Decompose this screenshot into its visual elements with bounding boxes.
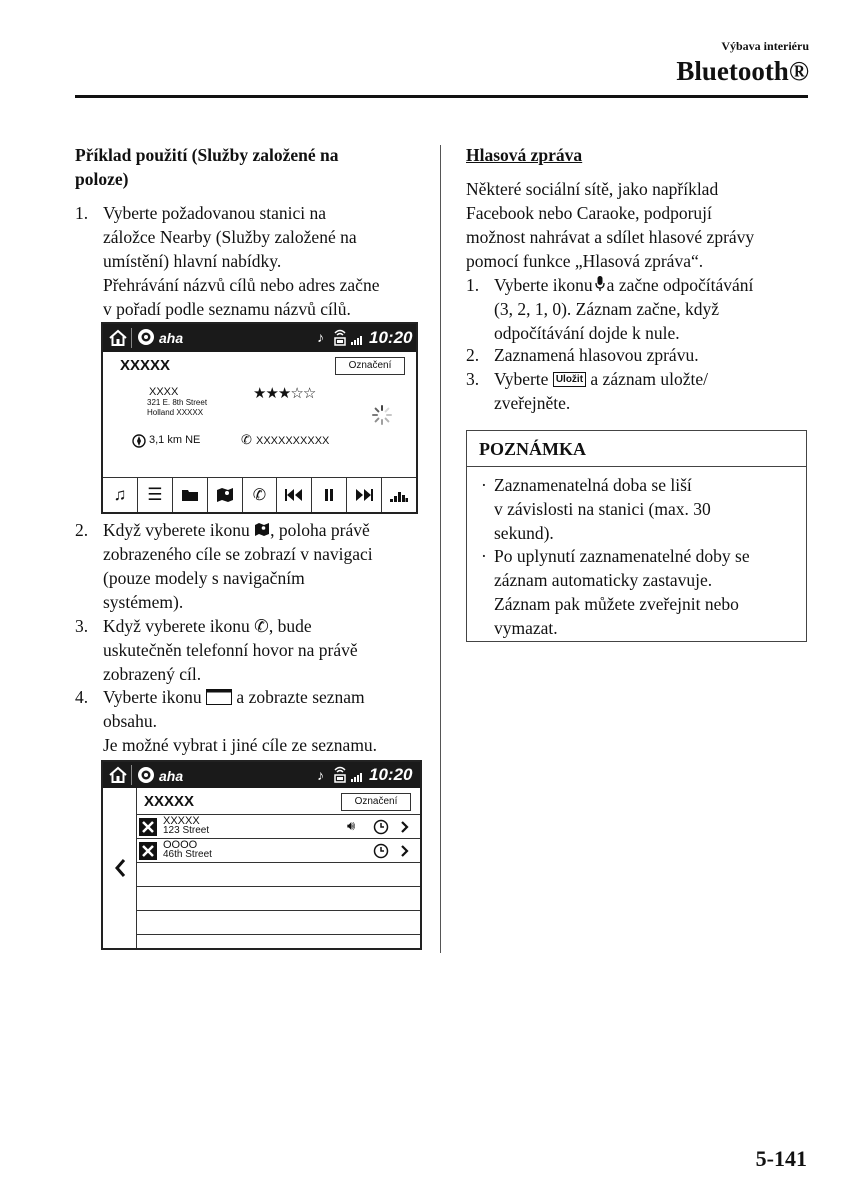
loading-spinner-icon — [371, 404, 393, 426]
inline-text: a zobrazte seznam — [236, 687, 365, 707]
app-name: aha — [159, 768, 184, 784]
next-icon[interactable] — [347, 478, 382, 512]
app-name: aha — [159, 330, 184, 346]
microphone-icon — [595, 276, 605, 292]
status-bar — [103, 324, 416, 352]
bottom-toolbar — [103, 477, 416, 512]
voice-message-intro — [466, 177, 811, 273]
pause-icon[interactable] — [312, 478, 347, 512]
star-empty-icon: ☆ — [290, 385, 303, 402]
star-filled-icon: ★ — [253, 385, 266, 402]
voice-step2: Zaznamená hlasovou zprávu. — [494, 345, 699, 365]
ulozit-button-icon: Uložit — [553, 372, 586, 387]
aha-logo-icon — [137, 328, 155, 346]
text-line: systémem). — [103, 592, 184, 612]
map-location-icon — [254, 522, 270, 537]
signal-icon — [351, 769, 365, 783]
step-number: 4. — [75, 687, 89, 707]
inline-text: a začne odpočítávání — [606, 275, 754, 295]
text-line — [494, 367, 814, 391]
text-line: pomocí funkce „Hlasová zpráva“. — [466, 251, 704, 271]
text-line — [103, 518, 438, 542]
item-street: 123 Street — [163, 825, 210, 836]
note-item-2 — [494, 544, 804, 640]
clock: 10:20 — [369, 765, 413, 784]
step-number: 1. — [75, 203, 89, 223]
address-city: Holland XXXXX — [147, 408, 204, 417]
text-line: umístění) hlavní nabídky. — [103, 251, 282, 271]
text-line — [494, 273, 814, 297]
example-heading-line: Příklad použití (Služby založené na — [75, 145, 339, 165]
folder-button-icon — [206, 689, 232, 705]
text-line: Facebook nebo Caraoke, podporují — [466, 203, 712, 223]
step-number: 3. — [466, 369, 480, 389]
home-icon[interactable] — [108, 328, 128, 348]
text-line: v pořadí podle seznamu názvů cílů. — [103, 299, 351, 319]
inline-text: Vyberte — [494, 369, 549, 389]
list-item[interactable] — [137, 814, 420, 839]
step1-text — [103, 201, 433, 321]
map-location-icon[interactable] — [208, 478, 243, 512]
text-line: vymazat. — [494, 618, 558, 638]
clock: 10:20 — [369, 328, 413, 347]
address-name: XXXX — [149, 386, 179, 398]
header-rule — [75, 95, 808, 98]
page-number: 5-141 — [755, 1146, 807, 1171]
separator — [131, 328, 132, 348]
music-icon[interactable]: ♫ — [103, 478, 138, 512]
text-line: záznam automaticky zastavuje. — [494, 570, 713, 590]
status-bar — [103, 762, 420, 788]
inline-text: Když vyberete ikonu — [103, 616, 250, 636]
station-title: XXXXX — [120, 357, 171, 374]
text-line: Je možné vybrat i jiné cíle ze seznamu. — [103, 735, 378, 755]
voice-step1 — [494, 273, 814, 345]
inline-text: a záznam uložte/ — [590, 369, 708, 389]
clock-icon — [373, 819, 389, 835]
phone-call-icon[interactable]: ✆ — [243, 478, 278, 512]
wifi-battery-icon — [332, 327, 348, 347]
voice-step3 — [494, 367, 814, 415]
star-empty-icon: ☆ — [302, 385, 316, 402]
text-line: (3, 2, 1, 0). Záznam začne, když — [494, 299, 719, 319]
text-line: v závislosti na stanici (max. 30 — [494, 499, 711, 519]
folder-icon[interactable] — [173, 478, 208, 512]
list-item-empty — [137, 862, 420, 887]
compass-icon — [132, 434, 146, 448]
oznaceni-button[interactable]: Označení — [335, 357, 405, 375]
text-line: uskutečněn telefonní hovor na právě — [103, 640, 358, 660]
step2-text — [103, 518, 438, 614]
list-item[interactable] — [137, 838, 420, 863]
text-line: zobrazený cíl. — [103, 664, 202, 684]
inline-text: , poloha právě — [270, 520, 370, 540]
music-note-icon: ♪ — [317, 767, 324, 783]
step-number: 1. — [466, 275, 480, 295]
text-line: zobrazeného cíle se zobrazí v navigaci — [103, 544, 373, 564]
aha-x-icon — [139, 842, 157, 860]
text-line: sekund). — [494, 523, 554, 543]
list-icon[interactable]: ☰ — [138, 478, 173, 512]
phone-icon: ✆ — [241, 432, 252, 447]
text-line: Přehrávání názvů cílů nebo adres začne — [103, 275, 380, 295]
inline-text: , bude — [268, 616, 312, 636]
item-name: OOOO — [163, 839, 198, 851]
text-line: záložce Nearby (Služby založené na — [103, 227, 357, 247]
aha-nearby-screen — [101, 322, 418, 514]
star-filled-icon: ★ — [277, 385, 291, 402]
home-icon[interactable] — [108, 765, 128, 785]
star-rating — [253, 384, 315, 402]
text-line: Zaznamenatelná doba se liší — [494, 475, 692, 495]
previous-icon[interactable] — [277, 478, 312, 512]
aha-x-icon — [139, 818, 157, 836]
page-title: Bluetooth® — [676, 56, 809, 86]
text-line: Některé sociální sítě, jako například — [466, 179, 719, 199]
chevron-left-icon — [114, 858, 126, 878]
item-street: 46th Street — [163, 849, 212, 860]
step-number: 2. — [75, 520, 89, 540]
phone-icon: ✆ — [254, 616, 269, 636]
text-line — [103, 685, 438, 709]
note-item-1 — [494, 473, 804, 545]
signal-icon — [351, 332, 365, 346]
section-label: Výbava interiéru — [721, 39, 809, 53]
list-title: XXXXX — [144, 793, 195, 810]
inline-text: Vyberte ikonu — [103, 687, 202, 707]
address-street: 321 E. 8th Street — [147, 398, 208, 407]
list-item-empty — [137, 886, 420, 911]
voice-message-heading: Hlasová zpráva — [466, 145, 583, 165]
distance: 3,1 km NE — [149, 434, 201, 446]
phone-number: XXXXXXXXXX — [256, 435, 330, 447]
star-filled-icon: ★ — [265, 385, 278, 402]
back-button[interactable] — [103, 788, 137, 948]
clock-icon — [373, 843, 389, 859]
note-title: POZNÁMKA — [467, 431, 806, 467]
chevron-right-icon — [401, 821, 409, 833]
step-number: 3. — [75, 616, 89, 636]
music-note-icon: ♪ — [317, 329, 324, 345]
speaker-icon: 🔊︎ — [347, 818, 356, 833]
text-line: Vyberte požadovanou stanici na — [103, 203, 327, 223]
aha-logo-icon — [137, 766, 155, 784]
inline-text: Vyberte ikonu — [494, 275, 593, 295]
bullet: · — [481, 475, 487, 495]
oznaceni-button[interactable]: Označení — [341, 793, 411, 811]
equalizer-icon[interactable] — [382, 478, 416, 512]
step3-text — [103, 614, 438, 686]
chevron-right-icon — [401, 845, 409, 857]
text-line: odpočítávání dojde k nule. — [494, 323, 680, 343]
separator — [131, 765, 132, 785]
item-name: XXXXX — [163, 815, 200, 827]
text-line: obsahu. — [103, 711, 157, 731]
wifi-battery-icon — [332, 764, 348, 784]
bullet: · — [481, 546, 487, 566]
inline-text: Když vyberete ikonu — [103, 520, 250, 540]
aha-list-screen — [101, 760, 422, 950]
text-line: zveřejněte. — [494, 393, 571, 413]
text-line: možnost nahrávat a sdílet hlasové zprávy — [466, 227, 755, 247]
example-heading — [75, 143, 338, 191]
step4-text — [103, 685, 438, 757]
text-line — [103, 614, 438, 638]
note-box — [466, 430, 807, 642]
list-item-empty — [137, 934, 420, 949]
example-heading-line: poloze) — [75, 169, 129, 189]
list-item-empty — [137, 910, 420, 935]
step-number: 2. — [466, 345, 480, 365]
text-line: (pouze modely s navigačním — [103, 568, 305, 588]
text-line: Záznam pak můžete zveřejnit nebo — [494, 594, 739, 614]
text-line: Po uplynutí zaznamenatelné doby se — [494, 546, 750, 566]
column-divider — [440, 145, 441, 953]
